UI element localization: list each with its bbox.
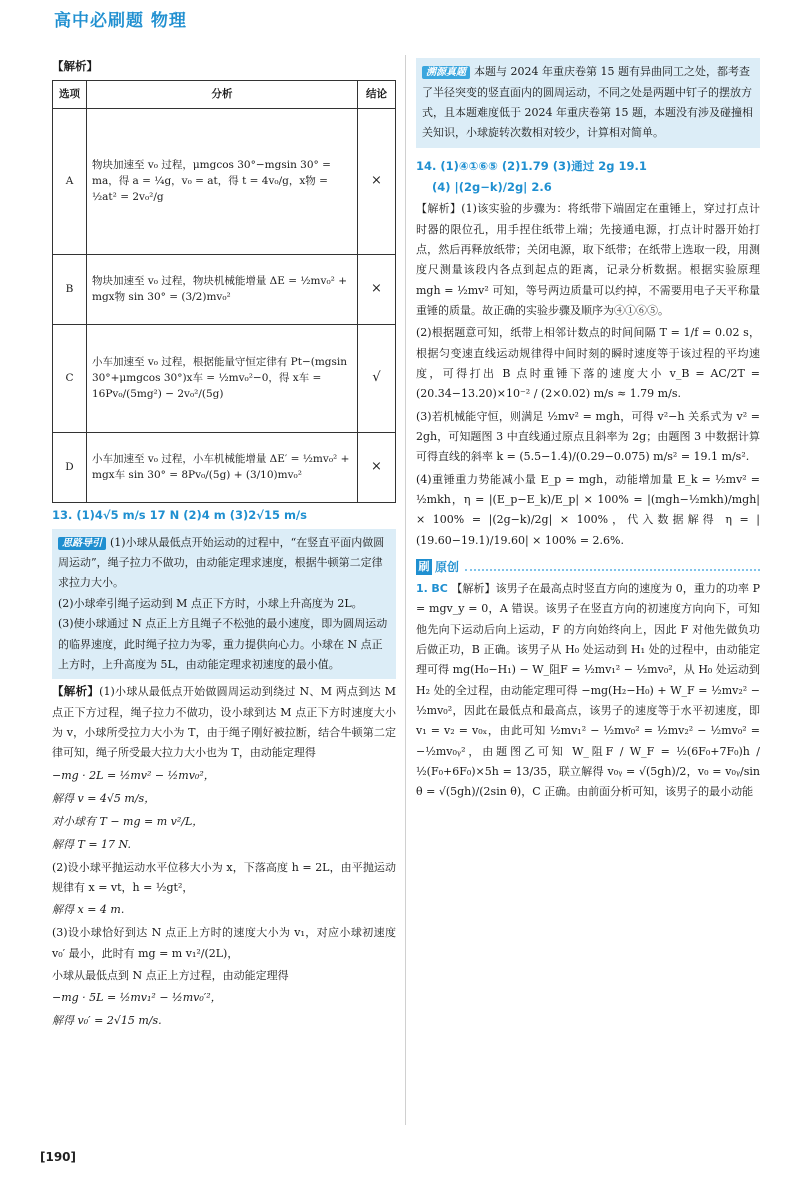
table-header: 结论 bbox=[358, 80, 396, 108]
original-section-bar bbox=[416, 557, 760, 577]
table-row bbox=[53, 432, 396, 502]
equation: 解得 T = 17 N. bbox=[52, 837, 131, 851]
header-title: 高中必刷题 物理 bbox=[54, 11, 187, 31]
q13-hint-box bbox=[52, 529, 396, 680]
table-row bbox=[53, 254, 396, 324]
source-box bbox=[416, 58, 760, 148]
q13-answer-line bbox=[52, 507, 396, 525]
table-cell-result: √ bbox=[358, 324, 396, 432]
q13-answer: (1)4√5 m/s 17 N (2)4 m (3)2√15 m/s bbox=[76, 507, 307, 522]
table-row bbox=[53, 324, 396, 432]
page-number: [190] bbox=[40, 1150, 77, 1164]
column-divider bbox=[405, 55, 406, 1125]
equation: −mg · 2L = ½mv² − ½mv₀²， bbox=[52, 768, 215, 782]
table-cell-analysis: 物块加速至 v₀ 过程，物块机械能增量 ΔE = ½mv₀² + mgx物 sin 30° = (3/2)mv₀² bbox=[87, 254, 358, 324]
equation: 对小球有 T − mg = m v²/L， bbox=[52, 814, 204, 828]
table-cell-analysis: 小车加速至 v₀ 过程，根据能量守恒定律有 Pt−(mgsin 30°+μmgcos 30°)x车 = ½mv₀²−0，得 x车 = 16Pv₀/(5mg²) − 2v₀²/(5g) bbox=[87, 324, 358, 432]
equation: 解得 v₀′ = 2√15 m/s. bbox=[52, 1014, 162, 1028]
table-cell-option: C bbox=[53, 324, 87, 432]
q14-para: (3)若机械能守恒，则满足 ½mv² = mgh，可得 v²−h 关系式为 v² = 2gh，可知题图 3 中直线通过原点且斜率为 2g；由题图 3 中数据计算可得直线的斜率 k = (5.5−1.4)/(0.29−0.075) m/s² = 19.1 m/s². bbox=[416, 409, 760, 464]
solution-text: (1)小球从最低点开始做圆周运动到绕过 N、M 两点到达 M 点正下方过程，绳子拉力不做功，设小球到达 M 点正下方时速度大小为 v，小球所受拉力大小为 T，由于绳子刚好被拉断，结合牛顿第二定律可知，绳子所受最大拉力大小也为 T，由动能定理得 bbox=[52, 685, 396, 760]
q1-number: 1. bbox=[416, 582, 428, 595]
equation: 解得 v = 4√5 m/s， bbox=[52, 791, 156, 805]
q1-answer: BC bbox=[431, 582, 448, 595]
table-header-row bbox=[53, 80, 396, 108]
hint-line: (1)小球从最低点开始运动的过程中，“在竖直平面内做圆周运动”，绳子拉力不做功，由动能定理求速度，根据牛顿第二定律求拉力大小。 bbox=[58, 535, 385, 590]
table-cell-option: B bbox=[53, 254, 87, 324]
page-header bbox=[54, 8, 187, 38]
hint-line: (2)小球牵引绳子运动到 M 点正下方时，小球上升高度为 2L。 bbox=[58, 596, 363, 610]
q13-number: 13. bbox=[52, 507, 73, 522]
table-row bbox=[53, 108, 396, 254]
equation: 解得 x = 4 m. bbox=[52, 903, 125, 917]
right-column bbox=[416, 58, 760, 803]
table-cell-analysis: 小车加速至 v₀ 过程，小车机械能增量 ΔE′ = ½mv₀² + mgx车 sin 30° = 8Pv₀/(5g) + (3/10)mv₀² bbox=[87, 432, 358, 502]
hint-line: (3)使小球通过 N 点正上方且绳子不松弛的最小速度，即为圆周运动的临界速度，此时绳子拉力为零，重力提供向心力。小球在 N 点正上方时，上升高度为 5L，由动能定理求初速度的最小值。 bbox=[58, 617, 388, 671]
source-label: 溯源真题 bbox=[422, 66, 470, 79]
q14-para: (2)根据题意可知，纸带上相邻计数点的时间间隔 T = 1/f = 0.02 s，根据匀变速直线运动规律得中间时刻的瞬时速度等于该过程的平均速度，可得打出 B 点时重锤下落的速度大小 v_B = AC/2T = (20.34−13.20)×10⁻² / (2×0.02) m/s ≈ 1.79 m/s. bbox=[416, 326, 760, 401]
solution-text: (2)设小球平抛运动水平位移大小为 x，下落高度 h = 2L，由平抛运动规律有 x = vt，h = ½gt²， bbox=[52, 860, 396, 894]
hint-label: 思路导引 bbox=[58, 537, 106, 550]
table-cell-result: × bbox=[358, 432, 396, 502]
q1-block bbox=[416, 579, 760, 803]
analysis-label: 【解析】 bbox=[52, 59, 98, 73]
q14-para: 【解析】(1)该实验的步骤为：将纸带下端固定在重锤上，穿过打点计时器的限位孔，用手捏住纸带上端；先接通电源，打点计时器开始打点，然后再释放纸带；关闭电源，取下纸带；在纸带上选取一段，用测度尺测量该段内各点到起点的距离，记录分析数据。根据实验原理 mgh = ½mv² 可知，等号两边质量可以约掉，不需要用电子天平称量重锤的质量。故正确的实验步骤及顺序为④①⑥⑤。 bbox=[416, 202, 760, 317]
table-header: 选项 bbox=[53, 80, 87, 108]
analysis-table bbox=[52, 80, 396, 503]
solution-text: (3)设小球恰好到达 N 点正上方时的速度大小为 v₁，对应小球初速度 v₀′ 最小，此时有 mg = m v₁²/(2L)， bbox=[52, 926, 396, 960]
q13-solution bbox=[52, 681, 396, 763]
source-text: 本题与 2024 年重庆卷第 15 题有异曲同工之处，都考查了半径突变的竖直面内的圆周运动，不同之处是两题中钉子的摆放方式，且本题难度低于 2024 年重庆卷第 15 题，本题没有涉及碰撞相关知识，小球旋转次数相对较少，计算相对简单。 bbox=[422, 65, 753, 140]
q14-answer-line bbox=[416, 158, 760, 176]
table-cell-analysis: 物块加速至 v₀ 过程，μmgcos 30°−mgsin 30° = ma，得 a = ¼g，v₀ = at，得 t = 4v₀/g，x物 = ½at² = 2v₀²/g bbox=[87, 108, 358, 254]
q14-para: (4)重锤重力势能减小量 E_p = mgh，动能增加量 E_k = ½mv² = ½mkh，η = |(E_p−E_k)/E_p| × 100% = |(mgh−½mkh)/mgh| × 100% = |(2g−k)/2g| × 100%，代入数据解得 η = |(19.60−19.1)/19.60| × 100% = 2.6%. bbox=[416, 472, 760, 547]
solution-label: 【解析】 bbox=[52, 684, 100, 699]
table-cell-option: D bbox=[53, 432, 87, 502]
table-cell-option: A bbox=[53, 108, 87, 254]
solution-text: 小球从最低点到 N 点正上方过程，由动能定理得 bbox=[52, 968, 289, 982]
q14-answer: (1)④①⑥⑤ (2)1.79 (3)通过 2g 19.1 bbox=[440, 158, 647, 173]
brush-icon: 刷 bbox=[416, 559, 432, 575]
q1-text: 【解析】该男子在最高点时竖直方向的速度为 0，重力的功率 P = mgv_y = 0，A 错误。该男子在竖直方向的初速度方向向下，可知他先向下运动后向上运动，F 的方向始终向上，因此 F 对他先做负功后做正功，B 正确。该男子从 H₀ 处运动到 H₁ 处的过程中，由动能定理可得 mg(H₀−H₁) − W_阻F = ½mv₁² − ½mv₀²，从 H₀ 处运动到 H₂ 处的全过程，由动能定理可得 −mg(H₂−H₀) + W_F = ½mv₂² − ½mv₀²，因此在最低点和最高点，该男子的速度等于水平初速度，即 v₁ = v₂ = v₀ₓ，由此可知 ½mv₁² − ½mv₀² = ½mv₂² − ½mv₀² = −½mv₀ᵧ²，由题图乙可知 W_阻F / W_F = ½(6F₀+7F₀)h / ½(F₀+6F₀)×5h = 13/35，联立解得 v₀ᵧ = √(5gh)/2，v₀ = v₀ᵧ/sin θ = √(5gh)/(2sin θ)，C 正确。由前面分析可知，该男子的最小动能 bbox=[416, 582, 760, 799]
table-header: 分析 bbox=[87, 80, 358, 108]
section-title: 原创 bbox=[435, 559, 460, 574]
q14-number: 14. bbox=[416, 158, 437, 173]
page-number-value: 190 bbox=[45, 1150, 71, 1164]
equation: −mg · 5L = ½mv₁² − ½mv₀′²， bbox=[52, 991, 222, 1005]
left-column bbox=[52, 58, 396, 1033]
q14-answer-line-2: (4) |(2g−k)/2g| 2.6 bbox=[432, 180, 552, 195]
table-cell-result: × bbox=[358, 108, 396, 254]
section-dots bbox=[465, 563, 760, 571]
table-cell-result: × bbox=[358, 254, 396, 324]
